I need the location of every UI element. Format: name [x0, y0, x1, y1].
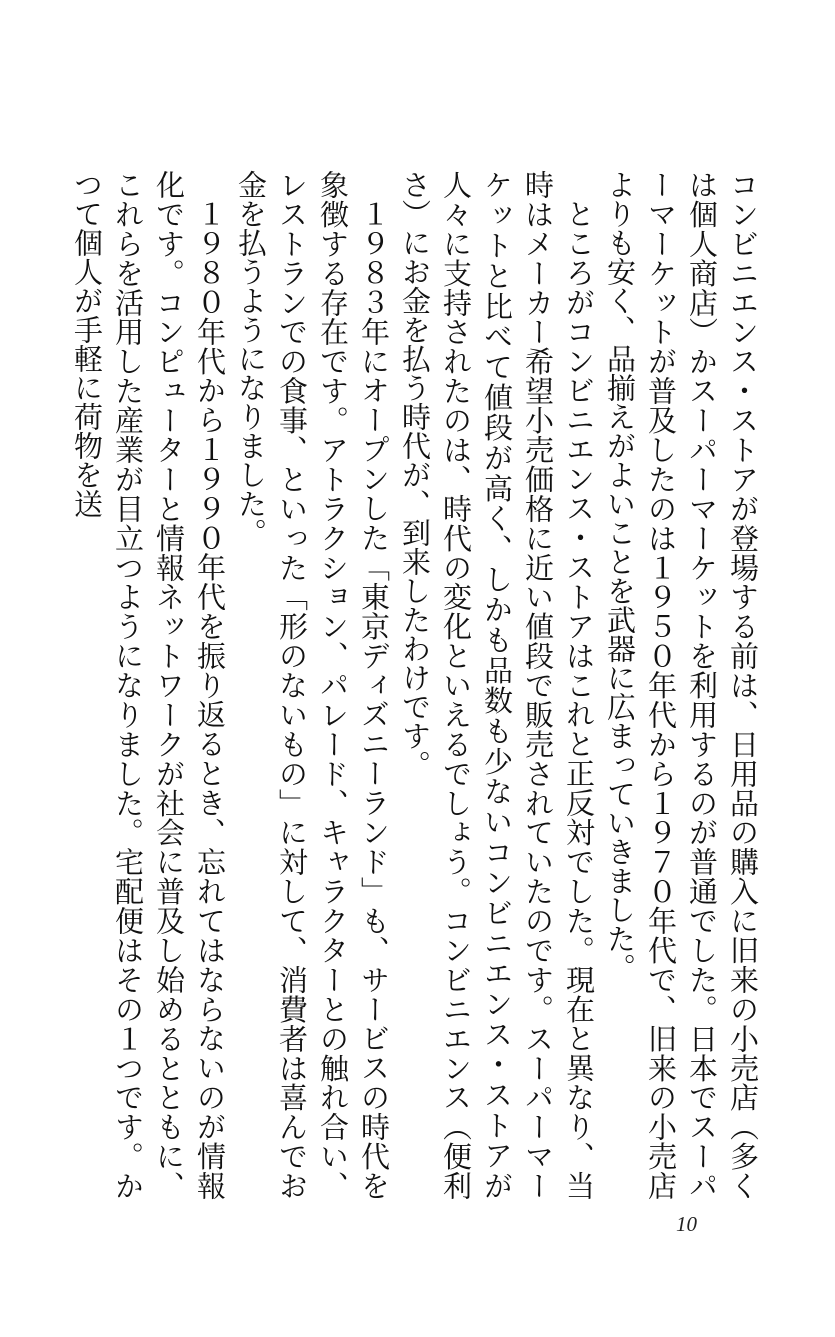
- page-number: 10: [676, 1212, 697, 1236]
- paragraph: ところがコンビニエンス・ストアはこれと正反対でした。現在と異なり、当時はメーカー希望小売価格に近い値段で販売されていたのです。スーパーマーケットと比べて値段が高く、しかも品数も少ないコンビニエンス・ストアが人々に支持されたのは、時代の変化といえるでしょう。コンビニエンス（便利さ）にお金を払う時代が、到来したわけです。: [398, 170, 596, 1200]
- paragraph: １９８３年にオープンした「東京ディズニーランド」も、サービスの時代を象徴する存在です。アトラクション、パレード、キャラクターとの触れ合い、レストランでの食事、といった「形のないもの」に対して、消費者は喜んでお金を払うようになりました。: [234, 170, 391, 1200]
- vertical-text-body: [70, 170, 763, 1200]
- paragraph: １９８０年代から１９９０年代を振り返るとき、忘れてはならないのが情報化です。コンピューターと情報ネットワークが社会に普及し始めるとともに、これらを活用した産業が目立つようになりました。宅配便はその１つです。かつて個人が手軽に荷物を送: [70, 170, 227, 1200]
- paragraph: コンビニエンス・ストアが登場する前は、日用品の購入に旧来の小売店（多くは個人商店）かスーパーマーケットを利用するのが普通でした。日本でスーパーマーケットが普及したのは１９５０年代から１９７０年代で、旧来の小売店よりも安く、品揃えがよいことを武器に広まっていきました。: [603, 170, 760, 1200]
